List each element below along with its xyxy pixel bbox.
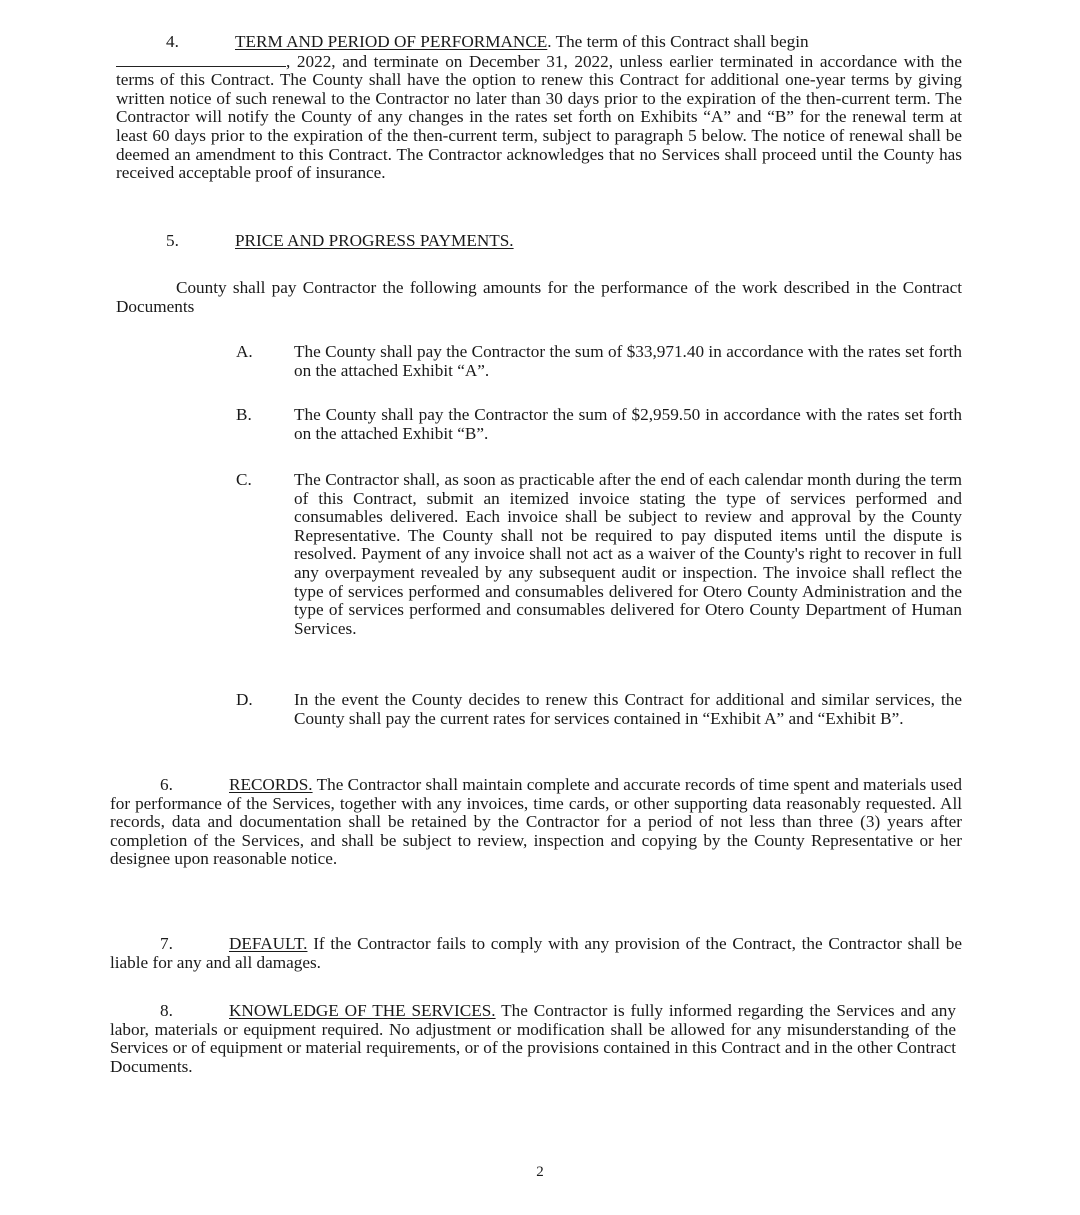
item-text: The County shall pay the Contractor the sum of $33,971.40 in accordance with the rates set forth on the attached Exhibit “A”. bbox=[294, 342, 962, 380]
section-5-heading-line bbox=[116, 232, 962, 251]
section-number: 7. bbox=[160, 934, 173, 953]
item-text: The Contractor shall, as soon as practicable after the end of each calendar month during the term of this Contract, submit an itemized invoice stating the type of services performed and consumables delivered. Each invoice shall be subject to review and approval by the County Representative. The County shall not be required to pay disputed items until the dispute is resolved. Payment of any invoice shall not act as a waiver of the County's right to recover in full any overpayment revealed by any subsequent audit or inspection. The invoice shall reflect the type of services performed and consumables delivered for Otero County Administration and the type of services performed and consumables delivered for Otero County Department of Human Services. bbox=[294, 470, 962, 638]
section-4 bbox=[116, 33, 962, 183]
section-text: The Contractor is fully informed regarding the Services and any labor, materials or equipment required. No adjustment or modification shall be allowed for any misunderstanding of the Services or of equipment or material requirements, or of the provisions contained in this Contract and in the other Contract Documents. bbox=[110, 1001, 956, 1076]
section-text: The Contractor shall maintain complete and accurate records of time spent and materials used for performance of the Services, together with any invoices, time cards, or other supporting data reasonably requested. All records, data and documentation shall be retained by the Contractor for a period of not less than three (3) years after completion of the Services, and shall be subject to review, inspection and copying by the County Representative or her designee upon reasonable notice. bbox=[110, 775, 962, 869]
heading-suffix: . bbox=[547, 32, 552, 51]
section-text: If the Contractor fails to comply with any provision of the Contract, the Contractor shall be liable for any and all damages. bbox=[110, 934, 962, 972]
section-text: The term of this Contract shall begin bbox=[551, 32, 809, 51]
item-letter: C. bbox=[236, 470, 252, 489]
item-letter: A. bbox=[236, 342, 253, 361]
item-letter: D. bbox=[236, 690, 253, 709]
item-text: The County shall pay the Contractor the sum of $2,959.50 in accordance with the rates set forth on the attached Exhibit “B”. bbox=[294, 405, 962, 443]
section-heading: PRICE AND PROGRESS PAYMENTS. bbox=[235, 231, 514, 250]
payment-item-a bbox=[236, 343, 962, 380]
section-6 bbox=[110, 776, 962, 869]
section-7 bbox=[110, 935, 962, 972]
section-heading: TERM AND PERIOD OF PERFORMANCE bbox=[235, 32, 548, 51]
section-number: 4. bbox=[166, 32, 179, 51]
section-text-continued: , 2022, and terminate on December 31, 2022, unless earlier terminated in accordance with the terms of this Contract. The County shall have the option to renew this Contract for additional one-year terms by giving written notice of such renewal to the Contractor no later than 30 days prior to the expiration of the then-current term. The Contractor will notify the County of any changes in the rates set forth on Exhibits “A” and “B” for the renewal term at least 60 days prior to the expiration of the then-current term, subject to paragraph 5 below. The notice of renewal shall be deemed an amendment to this Contract. The Contractor acknowledges that no Services shall proceed until the County has received acceptable proof of insurance. bbox=[116, 51, 962, 183]
section-number: 6. bbox=[160, 775, 173, 794]
page-number: 2 bbox=[536, 1164, 544, 1180]
section-4-paragraph bbox=[116, 33, 962, 183]
section-number: 5. bbox=[166, 231, 179, 250]
section-heading: KNOWLEDGE OF THE SERVICES. bbox=[229, 1001, 496, 1020]
payment-item-c bbox=[236, 471, 962, 638]
section-heading: RECORDS. bbox=[229, 775, 313, 794]
payment-item-b bbox=[236, 406, 962, 443]
section-heading: DEFAULT. bbox=[229, 934, 308, 953]
section-8 bbox=[110, 1002, 956, 1076]
item-text: In the event the County decides to renew this Contract for additional and similar services, the County shall pay the current rates for services contained in “Exhibit A” and “Exhibit B”. bbox=[294, 690, 962, 728]
start-date-blank bbox=[116, 52, 286, 67]
item-letter: B. bbox=[236, 405, 252, 424]
payment-item-d bbox=[236, 691, 962, 728]
section-5-intro: County shall pay Contractor the following amounts for the performance of the work described in the Contract Documents bbox=[116, 278, 962, 316]
section-number: 8. bbox=[160, 1001, 173, 1020]
